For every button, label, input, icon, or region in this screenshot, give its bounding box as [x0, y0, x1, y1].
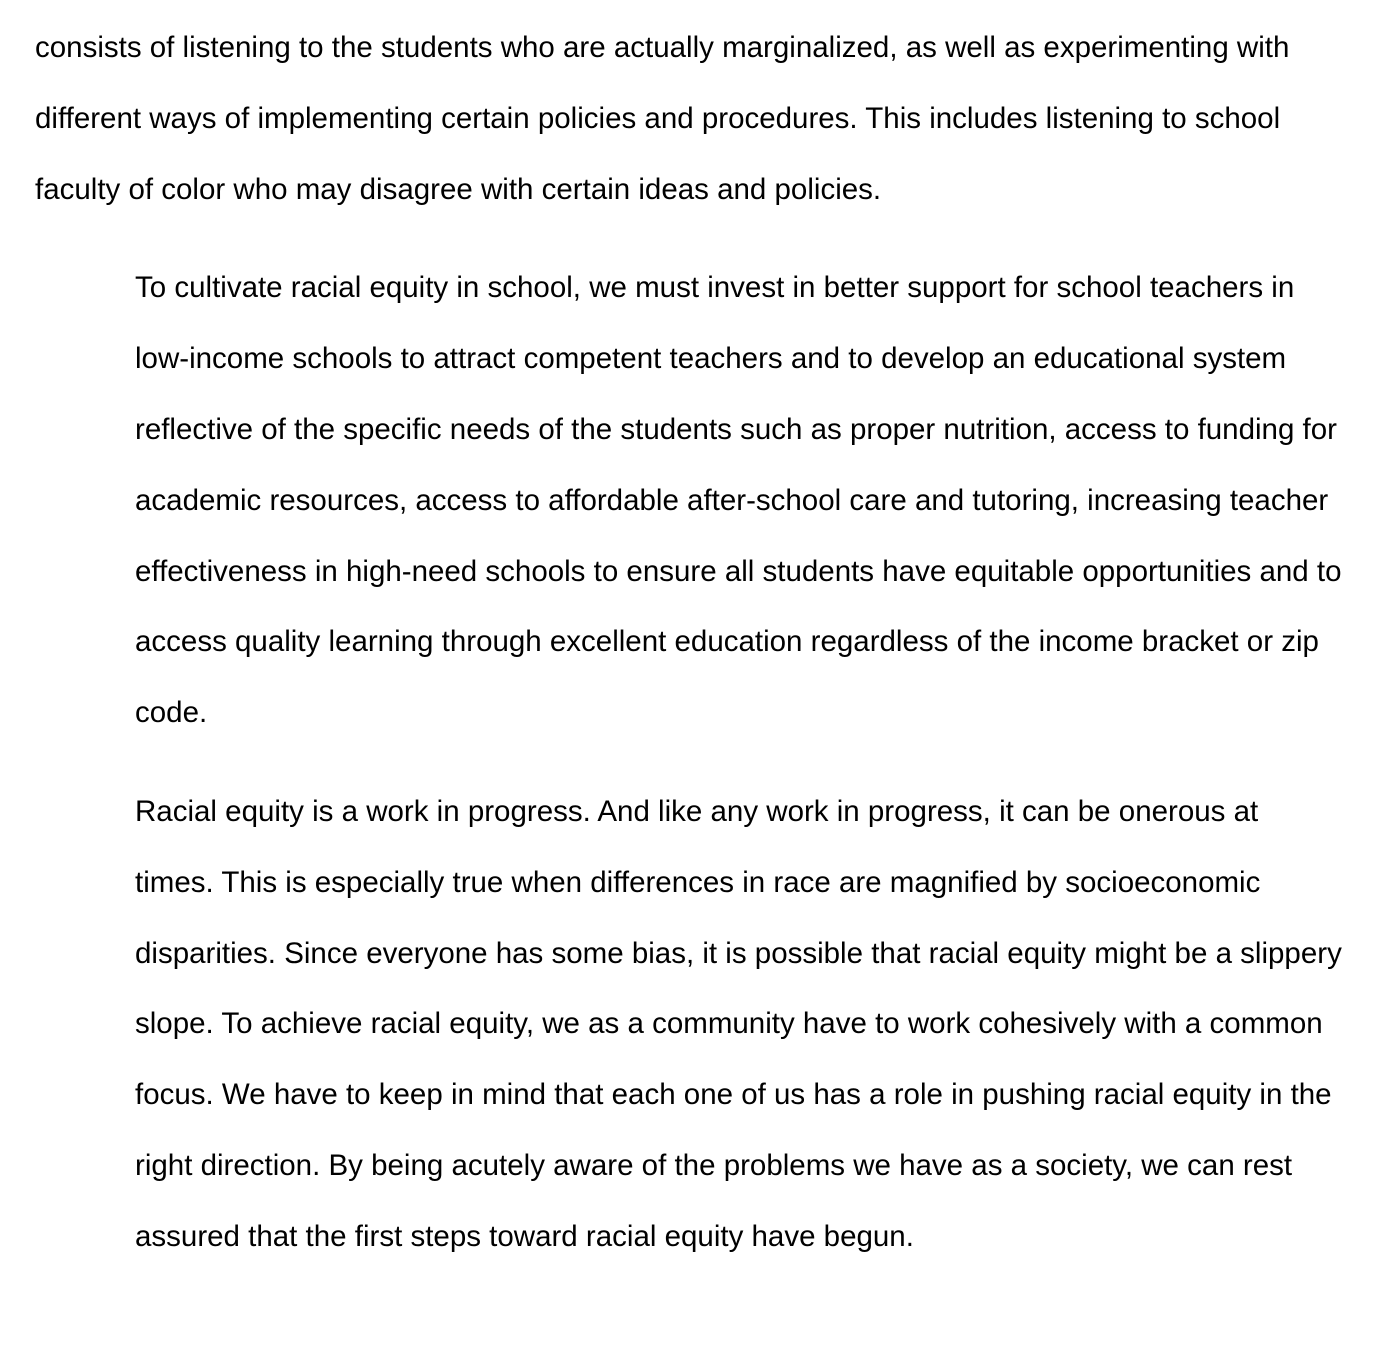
- text-line: disparities. Since everyone has some bias, it is possible that racial equity might be a slippery: [135, 936, 1342, 970]
- text-line: To cultivate racial equity in school, we must invest in better support for school teachers in: [135, 271, 1295, 305]
- text-line: Racial equity is a work in progress. And like any work in progress, it can be onerous at: [135, 794, 1259, 828]
- text-line: times. This is especially true when differences in race are magnified by socioeconomic: [135, 865, 1261, 899]
- paragraph-1: [35, 13, 1375, 225]
- text-line: access quality learning through excellent education regardless of the income bracket or zip: [135, 625, 1319, 659]
- text-line: consists of listening to the students who are actually marginalized, as well as experimenting with: [35, 31, 1290, 64]
- text-line: academic resources, access to affordable after-school care and tutoring, increasing teacher: [135, 483, 1329, 517]
- paragraph-3: [35, 777, 1375, 1273]
- text-line: assured that the first steps toward racial equity have begun.: [135, 1219, 914, 1253]
- text-line: right direction. By being acutely aware of the problems we have as a society, we can rest: [135, 1148, 1293, 1182]
- text-line: focus. We have to keep in mind that each one of us has a role in pushing racial equity in the: [135, 1078, 1332, 1112]
- text-line: different ways of implementing certain policies and procedures. This includes listening to school: [35, 101, 1281, 135]
- text-line: reflective of the specific needs of the students such as proper nutrition, access to funding for: [135, 412, 1337, 446]
- text-line: low-income schools to attract competent teachers and to develop an educational system: [135, 342, 1287, 376]
- text-line: faculty of color who may disagree with certain ideas and policies.: [35, 172, 882, 206]
- text-line: slope. To achieve racial equity, we as a community have to work cohesively with a common: [135, 1007, 1323, 1041]
- text-line: effectiveness in high-need schools to ensure all students have equitable opportunities and to: [135, 554, 1342, 588]
- text-line: code.: [135, 696, 208, 730]
- document-body: [35, 13, 1375, 1301]
- paragraph-2: [35, 253, 1375, 749]
